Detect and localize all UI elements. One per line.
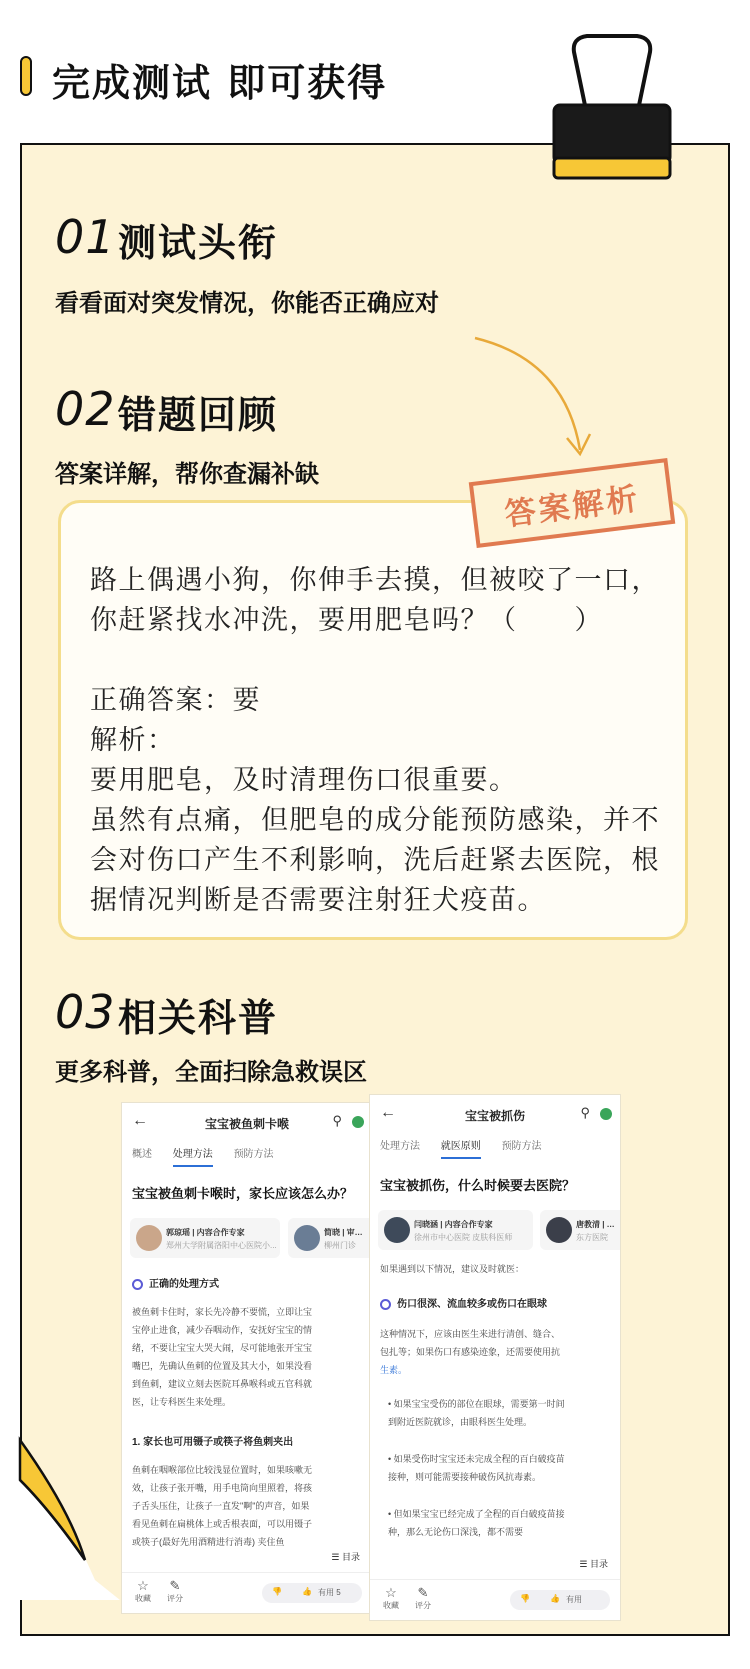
thumbs-down-icon: 👎 xyxy=(520,1594,530,1603)
analysis-line: 据情况判断是否需要注射狂犬疫苗。 xyxy=(90,885,546,916)
expert-hospital: 郑州大学附属洛阳中心医院小... xyxy=(166,1241,277,1250)
search-icon[interactable]: ⚲ xyxy=(332,1113,342,1128)
edit-icon: ✎ xyxy=(417,1585,429,1600)
phone-header xyxy=(370,1095,620,1135)
expert-name: 闫晓涵 | 内容合作专家 xyxy=(414,1220,493,1229)
expert-card[interactable] xyxy=(540,1210,620,1250)
expert-hospital: 柳州门诊 xyxy=(324,1241,356,1250)
section-subtitle: 答案详解，帮你查漏补缺 xyxy=(55,460,319,488)
avatar xyxy=(384,1217,410,1243)
page-title: 完成测试 即可获得 xyxy=(52,61,388,105)
section-subtitle: 更多科普，全面扫除急救误区 xyxy=(55,1058,367,1086)
tab-treatment[interactable]: 处理方法 xyxy=(380,1141,420,1152)
binder-clip-icon xyxy=(552,30,672,190)
share-icon[interactable] xyxy=(352,1116,364,1128)
back-arrow-icon[interactable]: ← xyxy=(132,1112,148,1129)
section-title: 测试头衔 xyxy=(118,221,279,265)
question-line: 路上偶遇小狗，你伸手去摸，但被咬了一口， xyxy=(90,565,660,596)
tab-medical[interactable]: 就医原则 xyxy=(441,1137,481,1159)
bullet-item: • 如果宝宝受伤的部位在眼球，需要第一时间 到附近医院就诊，由眼科医生处理。 xyxy=(388,1399,565,1427)
section-number: 03 xyxy=(55,985,116,1039)
body-text: 鱼刺在咽喉部位比较浅显位置时，如果咳嗽无 效，让孩子张开嘴，用手电筒向里照着，将孩 子舌头压住，让孩子一直发"啊"的声音，如果 看见鱼刺在扁桃体上或舌根表面，可以用镊子 或筷子(最好先用酒精进行消毒) 夹住鱼 xyxy=(132,1465,313,1547)
phone-title: 宝宝被抓伤 xyxy=(464,1109,525,1123)
tab-prevention[interactable]: 预防方法 xyxy=(501,1141,542,1152)
expert-card[interactable] xyxy=(288,1218,372,1258)
analysis-line: 要用肥皂，及时清理伤口很重要。 xyxy=(90,765,518,796)
expert-name: 唐教清 | … xyxy=(576,1220,615,1229)
ring-icon xyxy=(380,1299,391,1310)
curved-arrow-icon xyxy=(470,330,600,465)
avatar xyxy=(294,1225,320,1251)
phone-header xyxy=(122,1103,372,1143)
thumbs-up-icon: 👍 xyxy=(550,1594,560,1603)
expert-card[interactable] xyxy=(378,1210,533,1250)
answer-stamp: 答案解析 xyxy=(469,458,676,548)
comment-button[interactable]: ✎ 评分 xyxy=(408,1586,438,1611)
section-title: 相关科普 xyxy=(118,996,279,1040)
section-subtitle: 看看面对突发情况，你能否正确应对 xyxy=(55,289,439,317)
tab-prevention[interactable]: 预防方法 xyxy=(233,1149,274,1160)
phone-tabs xyxy=(380,1137,610,1161)
phone-screenshot-scratch xyxy=(370,1095,620,1620)
title-marker xyxy=(20,56,32,96)
toc-button[interactable]: ☰ 目录 xyxy=(575,1555,612,1572)
page-fold-corner xyxy=(0,1420,120,1600)
avatar xyxy=(136,1225,162,1251)
question-line: 你赶紧找水冲洗，要用肥皂吗？（ ） xyxy=(90,605,603,636)
tab-treatment[interactable]: 处理方法 xyxy=(173,1145,213,1167)
share-icon[interactable] xyxy=(600,1108,612,1120)
avatar xyxy=(546,1217,572,1243)
sub-heading: 1. 家长也可用镊子或筷子将鱼刺夹出 xyxy=(132,1437,294,1448)
body-text: 被鱼刺卡住时，家长先冷静不要慌，立即让宝 宝停止进食，减少吞咽动作，安抚好宝宝的情 绪，不要让宝宝大哭大闹，尽可能地张开宝宝 嘴巴，先确认鱼刺的位置及其大小，如果没看 到鱼刺，建议立刻去医院耳鼻喉科或五官科就 医，让专科医生来处理。 xyxy=(132,1307,313,1407)
phone-bottom-bar xyxy=(370,1579,620,1620)
phone-title: 宝宝被鱼刺卡喉 xyxy=(204,1117,289,1131)
expert-hospital: 徐州市中心医院 皮肤科医师 xyxy=(414,1233,513,1242)
useful-button[interactable]: 👎 👍 有用 xyxy=(510,1590,610,1610)
toc-button[interactable]: ☰ 目录 xyxy=(327,1548,364,1565)
body-text: 这种情况下，应该由医生来进行清创、缝合、 包扎等；如果伤口有感染迹象，还需要使用抗 生素。 xyxy=(380,1329,561,1375)
intro-text: 如果遇到以下情况，建议及时就医： xyxy=(380,1264,525,1274)
collect-button[interactable]: ☆ 收藏 xyxy=(376,1586,406,1611)
comment-button[interactable]: ✎ 评分 xyxy=(160,1579,190,1604)
analysis-line: 会对伤口产生不利影响，洗后赶紧去医院，根 xyxy=(90,845,660,876)
search-icon[interactable]: ⚲ xyxy=(580,1105,590,1120)
thumbs-down-icon: 👎 xyxy=(272,1587,282,1596)
section-title: 错题回顾 xyxy=(118,393,279,437)
star-icon: ☆ xyxy=(385,1585,397,1600)
ring-icon xyxy=(132,1279,143,1290)
useful-button[interactable]: 👎 👍 有用 5 xyxy=(262,1583,362,1603)
edit-icon: ✎ xyxy=(169,1578,181,1593)
correct-answer: 正确答案：要 xyxy=(90,685,261,716)
analysis-label: 解析： xyxy=(90,725,176,756)
tab-overview[interactable]: 概述 xyxy=(132,1149,152,1160)
star-icon: ☆ xyxy=(137,1578,149,1593)
bullet-item: • 如果受伤时宝宝还未完成全程的百白破疫苗 接种，则可能需要接种破伤风抗毒素。 xyxy=(388,1454,565,1482)
back-arrow-icon[interactable]: ← xyxy=(380,1104,396,1121)
expert-hospital: 东方医院 xyxy=(576,1233,608,1242)
section-number: 02 xyxy=(55,382,116,436)
phone-tabs xyxy=(132,1145,362,1169)
expert-name: 简晓 | 审… xyxy=(324,1228,363,1237)
expert-name: 郭琼瑶 | 内容合作专家 xyxy=(166,1228,245,1237)
collect-button[interactable]: ☆ 收藏 xyxy=(128,1579,158,1604)
section-number: 01 xyxy=(55,210,116,264)
phone-screenshot-fishbone xyxy=(122,1103,372,1613)
analysis-line: 虽然有点痛，但肥皂的成分能预防感染，并不 xyxy=(90,805,660,836)
section-heading: 伤口很深、流血较多或伤口在眼球 xyxy=(380,1295,547,1310)
thumbs-up-icon: 👍 xyxy=(302,1587,312,1596)
section-heading: 正确的处理方式 xyxy=(132,1275,219,1290)
phone-question: 宝宝被鱼刺卡喉时，家长应该怎么办？ xyxy=(132,1186,354,1201)
bullet-item: • 但如果宝宝已经完成了全程的百白破疫苗接 种，那么无论伤口深浅，都不需要 xyxy=(388,1509,565,1537)
phone-bottom-bar xyxy=(122,1572,372,1613)
expert-card[interactable] xyxy=(130,1218,280,1258)
phone-question: 宝宝被抓伤，什么时候要去医院？ xyxy=(380,1178,576,1193)
